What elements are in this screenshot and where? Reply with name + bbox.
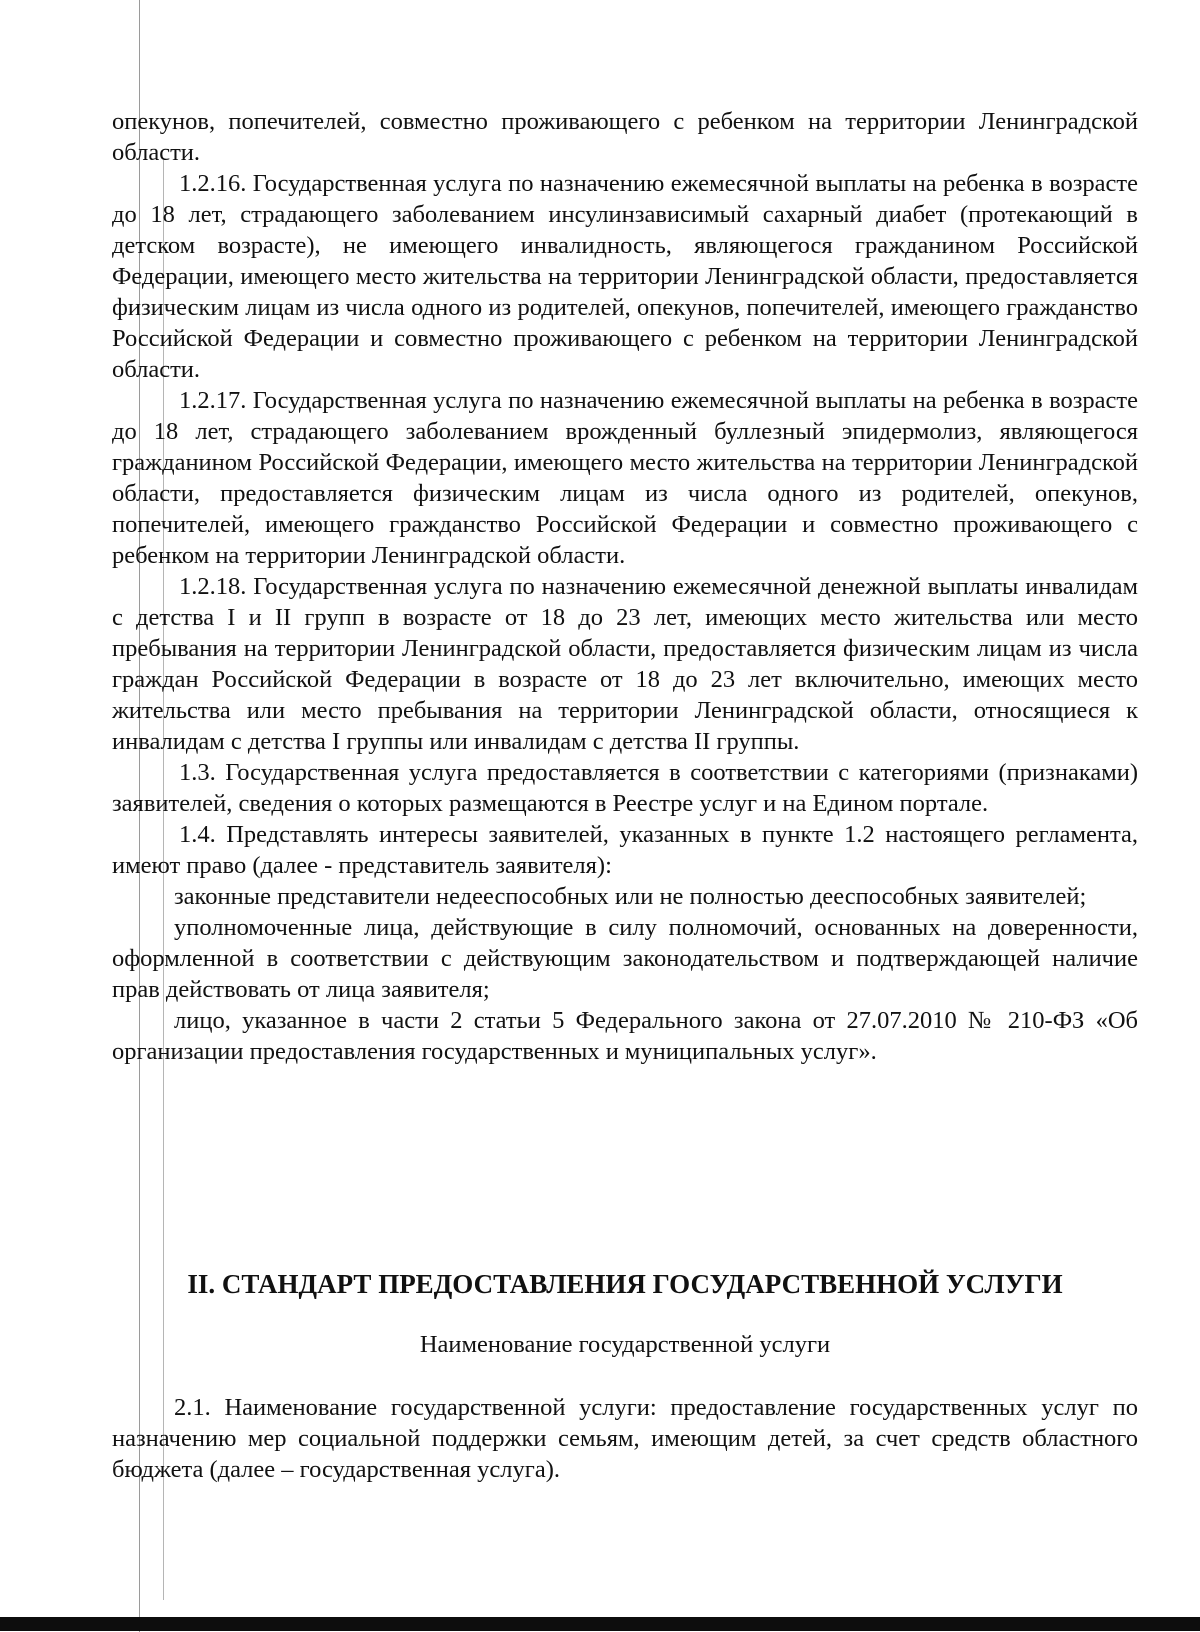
paragraph-1-4: 1.4. Представлять интересы заявителей, указанных в пункте 1.2 настоящего регламента, имеют право (далее - представитель заявителя): xyxy=(112,821,1138,879)
body-text xyxy=(112,106,1138,1067)
paragraph-1-2-17: 1.2.17. Государственная услуга по назначению ежемесячной выплаты на ребенка в возрасте до 18 лет, страдающего заболеванием врожденный буллезный эпидермолиз, являющегося гражданином Российской Федерации, имеющего место жительства на территории Ленинградской области, предоставляется физическим лицам из числа одного из родителей, опекунов, попечителей, имеющего гражданство Российской Федерации и совместно проживающего с ребенком на территории Ленинградской области. xyxy=(112,387,1138,569)
paragraph-1-2-18: 1.2.18. Государственная услуга по назначению ежемесячной денежной выплаты инвалидам с детства I и II групп в возрасте от 18 до 23 лет, имеющих место жительства или место пребывания на территории Ленинградской области, предоставляется физическим лицам из числа граждан Российской Федерации в возрасте от 18 до 23 лет включительно, имеющих место жительства или место пребывания на территории Ленинградской области, относящиеся к инвалидам с детства I группы или инвалидам с детства II группы. xyxy=(112,573,1138,755)
scan-bottom-edge xyxy=(0,1617,1200,1631)
paragraph-federal-law: лицо, указанное в части 2 статьи 5 Федерального закона от 27.07.2010 № 210-ФЗ «Об организации предоставления государственных и муниципальных услуг». xyxy=(112,1007,1138,1065)
subheading: Наименование государственной услуги xyxy=(419,1331,831,1358)
paragraph-legal-representatives: законные представители недееспособных или не полностью дееспособных заявителей; xyxy=(174,883,1087,910)
body-text-section-2 xyxy=(112,1392,1138,1485)
paragraph-authorized-persons: уполномоченные лица, действующие в силу полномочий, основанных на доверенности, оформленной в соответствии с действующим законодательством и подтверждающей наличие прав действовать от лица заявителя; xyxy=(112,914,1138,1003)
paragraph-continuation: опекунов, попечителей, совместно проживающего с ребенком на территории Ленинградской области. xyxy=(112,108,1138,166)
section-title: II. СТАНДАРТ ПРЕДОСТАВЛЕНИЯ ГОСУДАРСТВЕННОЙ УСЛУГИ xyxy=(187,1269,1063,1299)
paragraph-2-1: 2.1. Наименование государственной услуги: предоставление государственных услуг по назначению мер социальной поддержки семьям, имеющим детей, за счет средств областного бюджета (далее – государственная услуга). xyxy=(112,1394,1138,1483)
paragraph-1-2-16: 1.2.16. Государственная услуга по назначению ежемесячной выплаты на ребенка в возрасте до 18 лет, страдающего заболеванием инсулинзависимый сахарный диабет (протекающий в детском возрасте), не имеющего инвалидность, являющегося гражданином Российской Федерации, имеющего место жительства на территории Ленинградской области, предоставляется физическим лицам из числа одного из родителей, опекунов, попечителей, имеющего гражданство Российской Федерации и совместно проживающего с ребенком на территории Ленинградской области. xyxy=(112,170,1138,383)
paragraph-1-3: 1.3. Государственная услуга предоставляется в соответствии с категориями (признаками) заявителей, сведения о которых размещаются в Реестре услуг и на Едином портале. xyxy=(112,759,1138,817)
